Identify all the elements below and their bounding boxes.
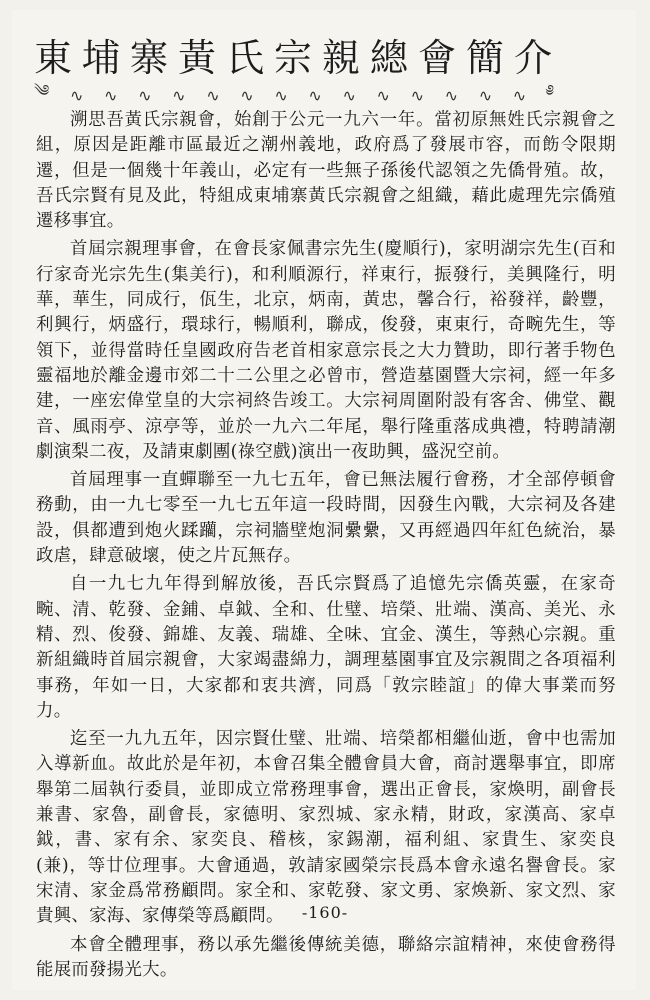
page-title: 東埔寨黃氏宗親總會簡介: [34, 36, 563, 80]
paragraph: 首屆理事一直蟬聯至一九七五年，會已無法履行會務，才全部停頓會務動，由一九七零至一九七五年這一段時間，因發生內戰，大宗祠及各建設，俱都遭到炮火蹂躪，宗祠牆壁炮洞纍纍，又再經過四年紅色統治，暴政虐，肆意破壞，使之片瓦無存。: [36, 470, 616, 567]
ornament-glyph: ∿: [172, 85, 186, 105]
ornament-glyph: ∿: [444, 85, 459, 105]
page-number: -160-: [301, 903, 349, 922]
paragraph: 溯思吾黃氏宗親會，始創于公元一九六一年。當初原無姓氏宗親會之組，原因是距離市區最近之潮州義地，政府爲了發展市容，而飭令限期遷，但是一個幾十年義山，必定有一些無子孫後代認領之先僑骨殖。故，吾氏宗賢有見及此，特組成東埔寨黃氏宗親會之組織，藉此處理先宗僑殖遷移事宜。: [36, 110, 616, 232]
paragraph: 首屆宗親理事會，在會長家佩書宗先生(慶順行)，家明湖宗先生(百和行家奇光宗先生(集美行)，和利順源行，祥東行，振發行，美興隆行，明華，華生，同成行，佤生，北京，炳南，黃忠，馨合行，裕發祥，齡豐，利興行，炳盛行，環球行，暢順利，聯成，俊發，東東行，奇畹先生，等領下，並得當時任皇國政府告老首相家意宗長之大力贊助，即行著手物色靈福地於離金邊市郊二十二公里之必曾市，營造墓園暨大宗祠，經一年多建，一座宏偉堂皇的大宗祠終告竣工。大宗祠周圍附設有客舍、佛堂、觀音、風雨亭、涼亭等，並於一九六二年尾，舉行隆重落成典禮，特聘請潮劇演梨二夜，及請東劇團(祿空戲)演出一夜助興，盛況空前。: [36, 239, 616, 462]
ornament-glyph: ∿: [274, 85, 288, 105]
ornament-glyph: ༅: [546, 80, 554, 100]
ornament-glyph: ∿: [206, 85, 220, 105]
ornament-glyph: ∿: [138, 85, 152, 105]
paragraph: 本會全體理事，務以承先繼後傳統美德，聯絡宗誼精神，來使會務得能展而發揚光大。: [36, 934, 616, 980]
paragraph: 自一九七九年得到解放後，吾氏宗賢爲了追憶先宗僑英靈，在家奇畹、清、乾發、金鋪、卓鉞、全和、仕璧、培榮、壯端、漢高、美光、永精、烈、俊發、錦雄、友義、瑞雄、全味、宜金、漢生，等熱心宗親。重新組織時首屆宗親會，大家竭盡綿力，調理墓園事宜及宗親間之各項福利事務，年如一日，大家都和衷共濟，同爲「敦宗睦誼」的偉大事業而努力。: [36, 574, 616, 721]
paragraph: 迄至一九九五年，因宗賢仕璧、壯端、培榮都相繼仙逝，會中也需加入導新血。故此於是年初，本會召集全體會員大會，商討選舉事宜，即席舉第二屆執行委員，並即成立常務理事會，選出正會長，家煥明，副會長兼書、家魯，副會長，家德明、家烈城、家永精，財政，家漢高、家卓鉞，書、家有余、家奕良、稽核，家錫潮，福利組、家貴生、家奕良(兼)，等廿位理事。大會通過，敦請家國榮宗長爲本會永遠名譽會長。家宋清、家金爲常務顧問。家全和、家乾發、家文勇、家煥新、家文烈、家貴興、家海、家傳榮等爲顧問。: [36, 729, 616, 927]
ornament-glyph: ∿: [512, 85, 527, 105]
ornament-glyph: ∿: [69, 85, 84, 105]
ornament-glyph: ∿: [240, 85, 254, 105]
ornament-glyph: ༄: [34, 80, 50, 100]
ornament-glyph: ∿: [376, 85, 390, 105]
ornament-glyph: ∿: [478, 85, 493, 105]
ornament-glyph: ∿: [308, 85, 322, 105]
title-ornament-divider: [34, 80, 554, 105]
ornament-glyph: ∿: [410, 85, 424, 105]
ornament-glyph: ∿: [342, 85, 356, 105]
ornament-glyph: ∿: [104, 85, 118, 105]
article-body: [36, 108, 616, 986]
